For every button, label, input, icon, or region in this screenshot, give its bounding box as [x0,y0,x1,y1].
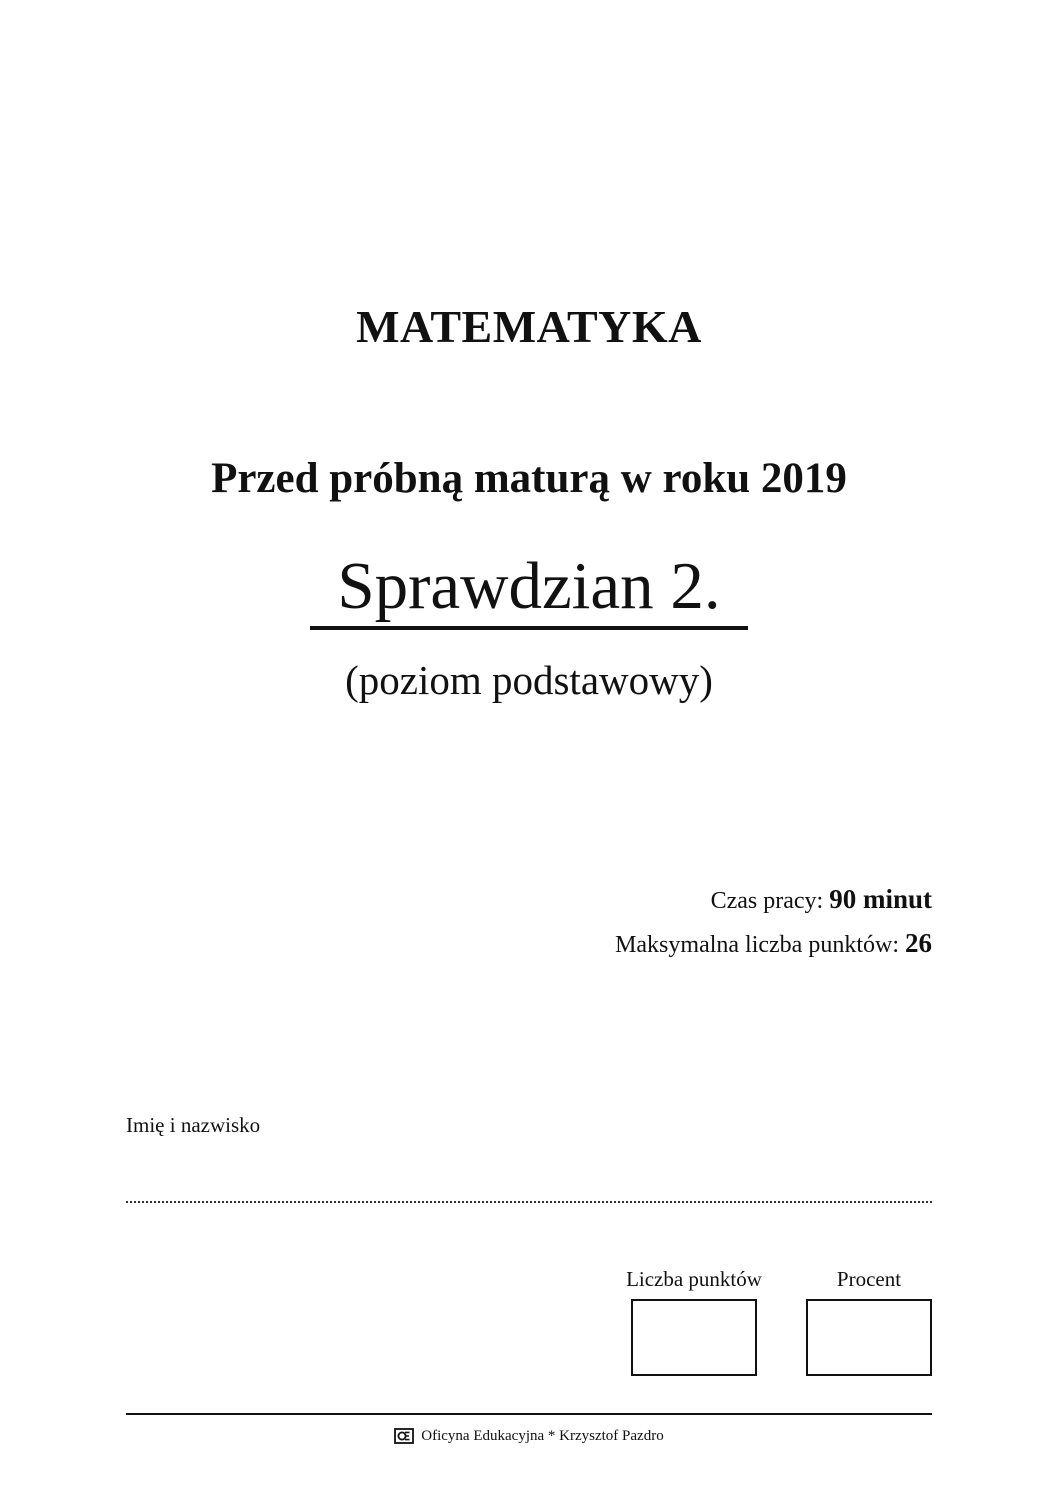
percent-box-label: Procent [836,1267,902,1291]
oe-logo-icon [394,1428,414,1449]
test-title: Sprawdzian 2. [337,549,721,623]
points-box-label: Liczba punktów [626,1267,762,1291]
exam-subtitle: Przed próbną maturą w roku 2019 [211,455,847,502]
percent-input-box[interactable] [806,1299,932,1376]
level-label: (poziom podstawowy) [345,657,713,703]
work-time-label: Czas pracy: [710,888,824,914]
max-points-value: 26 [905,928,932,958]
publisher-name: Oficyna Edukacyjna * Krzysztof Pazdro [421,1428,664,1444]
points-input-box[interactable] [631,1299,757,1376]
subject-title: MATEMATYKA [356,301,702,352]
name-label: Imię i nazwisko [126,1113,261,1137]
max-points-label: Maksymalna liczba punktów: [615,932,899,958]
work-time-value: 90 minut [829,884,932,914]
footer [0,1428,1058,1449]
footer-divider [126,1413,932,1415]
max-points [615,928,932,959]
work-time [711,884,932,915]
name-field[interactable] [126,1201,932,1203]
title-underline [310,626,748,630]
